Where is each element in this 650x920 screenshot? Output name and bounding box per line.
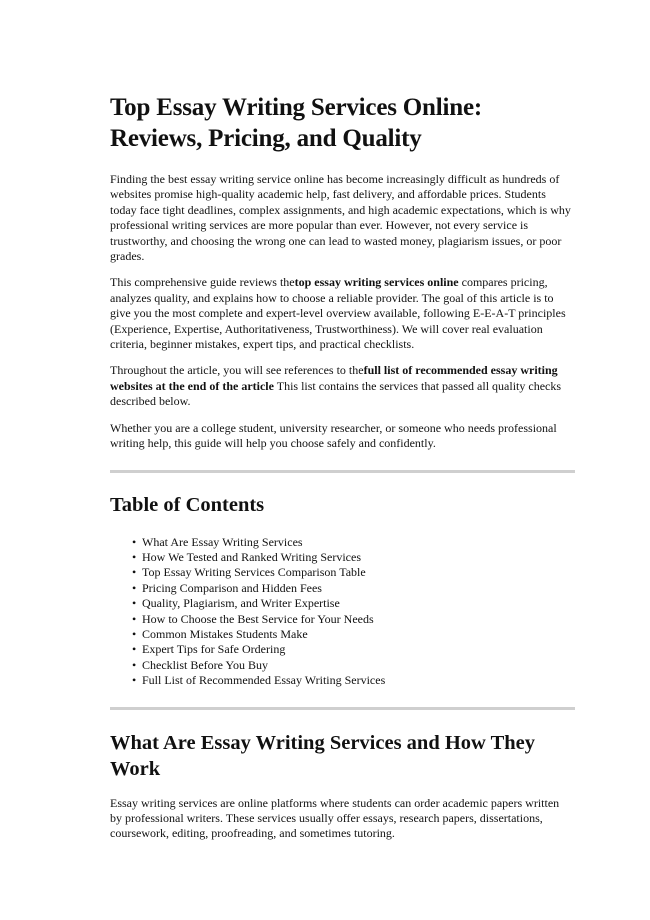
intro-paragraph-2-after: compares pricing, analyzes quality, and explains how to choose a reliable provider. The goal of this article is to give you the most complete and expert-level overview available, following E-E-A-T principles (Experience, Expertise, Authoritativeness, Trustworthiness). We will cover real evaluation criteria, beginner mistakes, expert tips, and practical checklists. <box>110 275 566 352</box>
page-title-line-1: Top Essay Writing Services Online: <box>110 94 482 121</box>
toc-title: Table of Contents <box>110 493 265 516</box>
intro-paragraph-2 <box>110 275 572 352</box>
toc-item: • Full List of Recommended Essay Writing Services <box>132 673 572 688</box>
intro-paragraph-4: Whether you are a college student, university researcher, or someone who needs professional writing help, this guide will help you choose safely and confidently. <box>110 420 557 451</box>
intro-paragraph-3-before: Throughout the article, you will see references to the <box>110 363 364 378</box>
toc-item: • How We Tested and Ranked Writing Services <box>132 550 572 565</box>
intro-paragraph-3 <box>110 363 572 409</box>
toc-item: • Checklist Before You Buy <box>132 658 572 673</box>
toc-item: • Common Mistakes Students Make <box>132 627 572 642</box>
page-title <box>110 92 572 154</box>
toc-item: • Pricing Comparison and Hidden Fees <box>132 581 572 596</box>
intro-paragraph-2-before: This comprehensive guide reviews the <box>110 275 295 290</box>
section-paragraph-1: Essay writing services are online platforms where students can order academic papers written by professional writers. These services usually offer essays, research papers, dissertations, coursework, editing, proofreading, and sometimes tutoring. <box>110 795 560 841</box>
toc-item: • Top Essay Writing Services Comparison Table <box>132 565 572 580</box>
section-divider <box>110 470 575 473</box>
section-divider <box>110 707 575 710</box>
section-title: What Are Essay Writing Services and How They Work <box>110 731 536 780</box>
toc-item: • How to Choose the Best Service for Your Needs <box>132 612 572 627</box>
toc-list <box>110 535 572 689</box>
toc-item: • Quality, Plagiarism, and Writer Expertise <box>132 596 572 611</box>
toc-item: • Expert Tips for Safe Ordering <box>132 642 572 657</box>
intro-paragraph-2-bold: top essay writing services online <box>294 275 459 290</box>
intro-paragraph-1: Finding the best essay writing service online has become increasingly difficult as hundreds of websites promise high-quality academic help, fast delivery, and affordable prices. Students today face tight deadlines, complex assignments, and high academic expectations, which is why professional writing services are more popular than ever. However, not every service is trustworthy, and choosing the wrong one can lead to wasted money, plagiarism issues, or poor grades. <box>110 172 571 264</box>
toc-item: • What Are Essay Writing Services <box>132 535 572 550</box>
intro-paragraph-3-bold: full list of recommended essay writing websites at the end of the article <box>110 363 558 393</box>
intro-paragraph-3-after: This list contains the services that passed all quality checks described below. <box>110 378 562 409</box>
page-title-line-2: Reviews, Pricing, and Quality <box>110 125 422 152</box>
